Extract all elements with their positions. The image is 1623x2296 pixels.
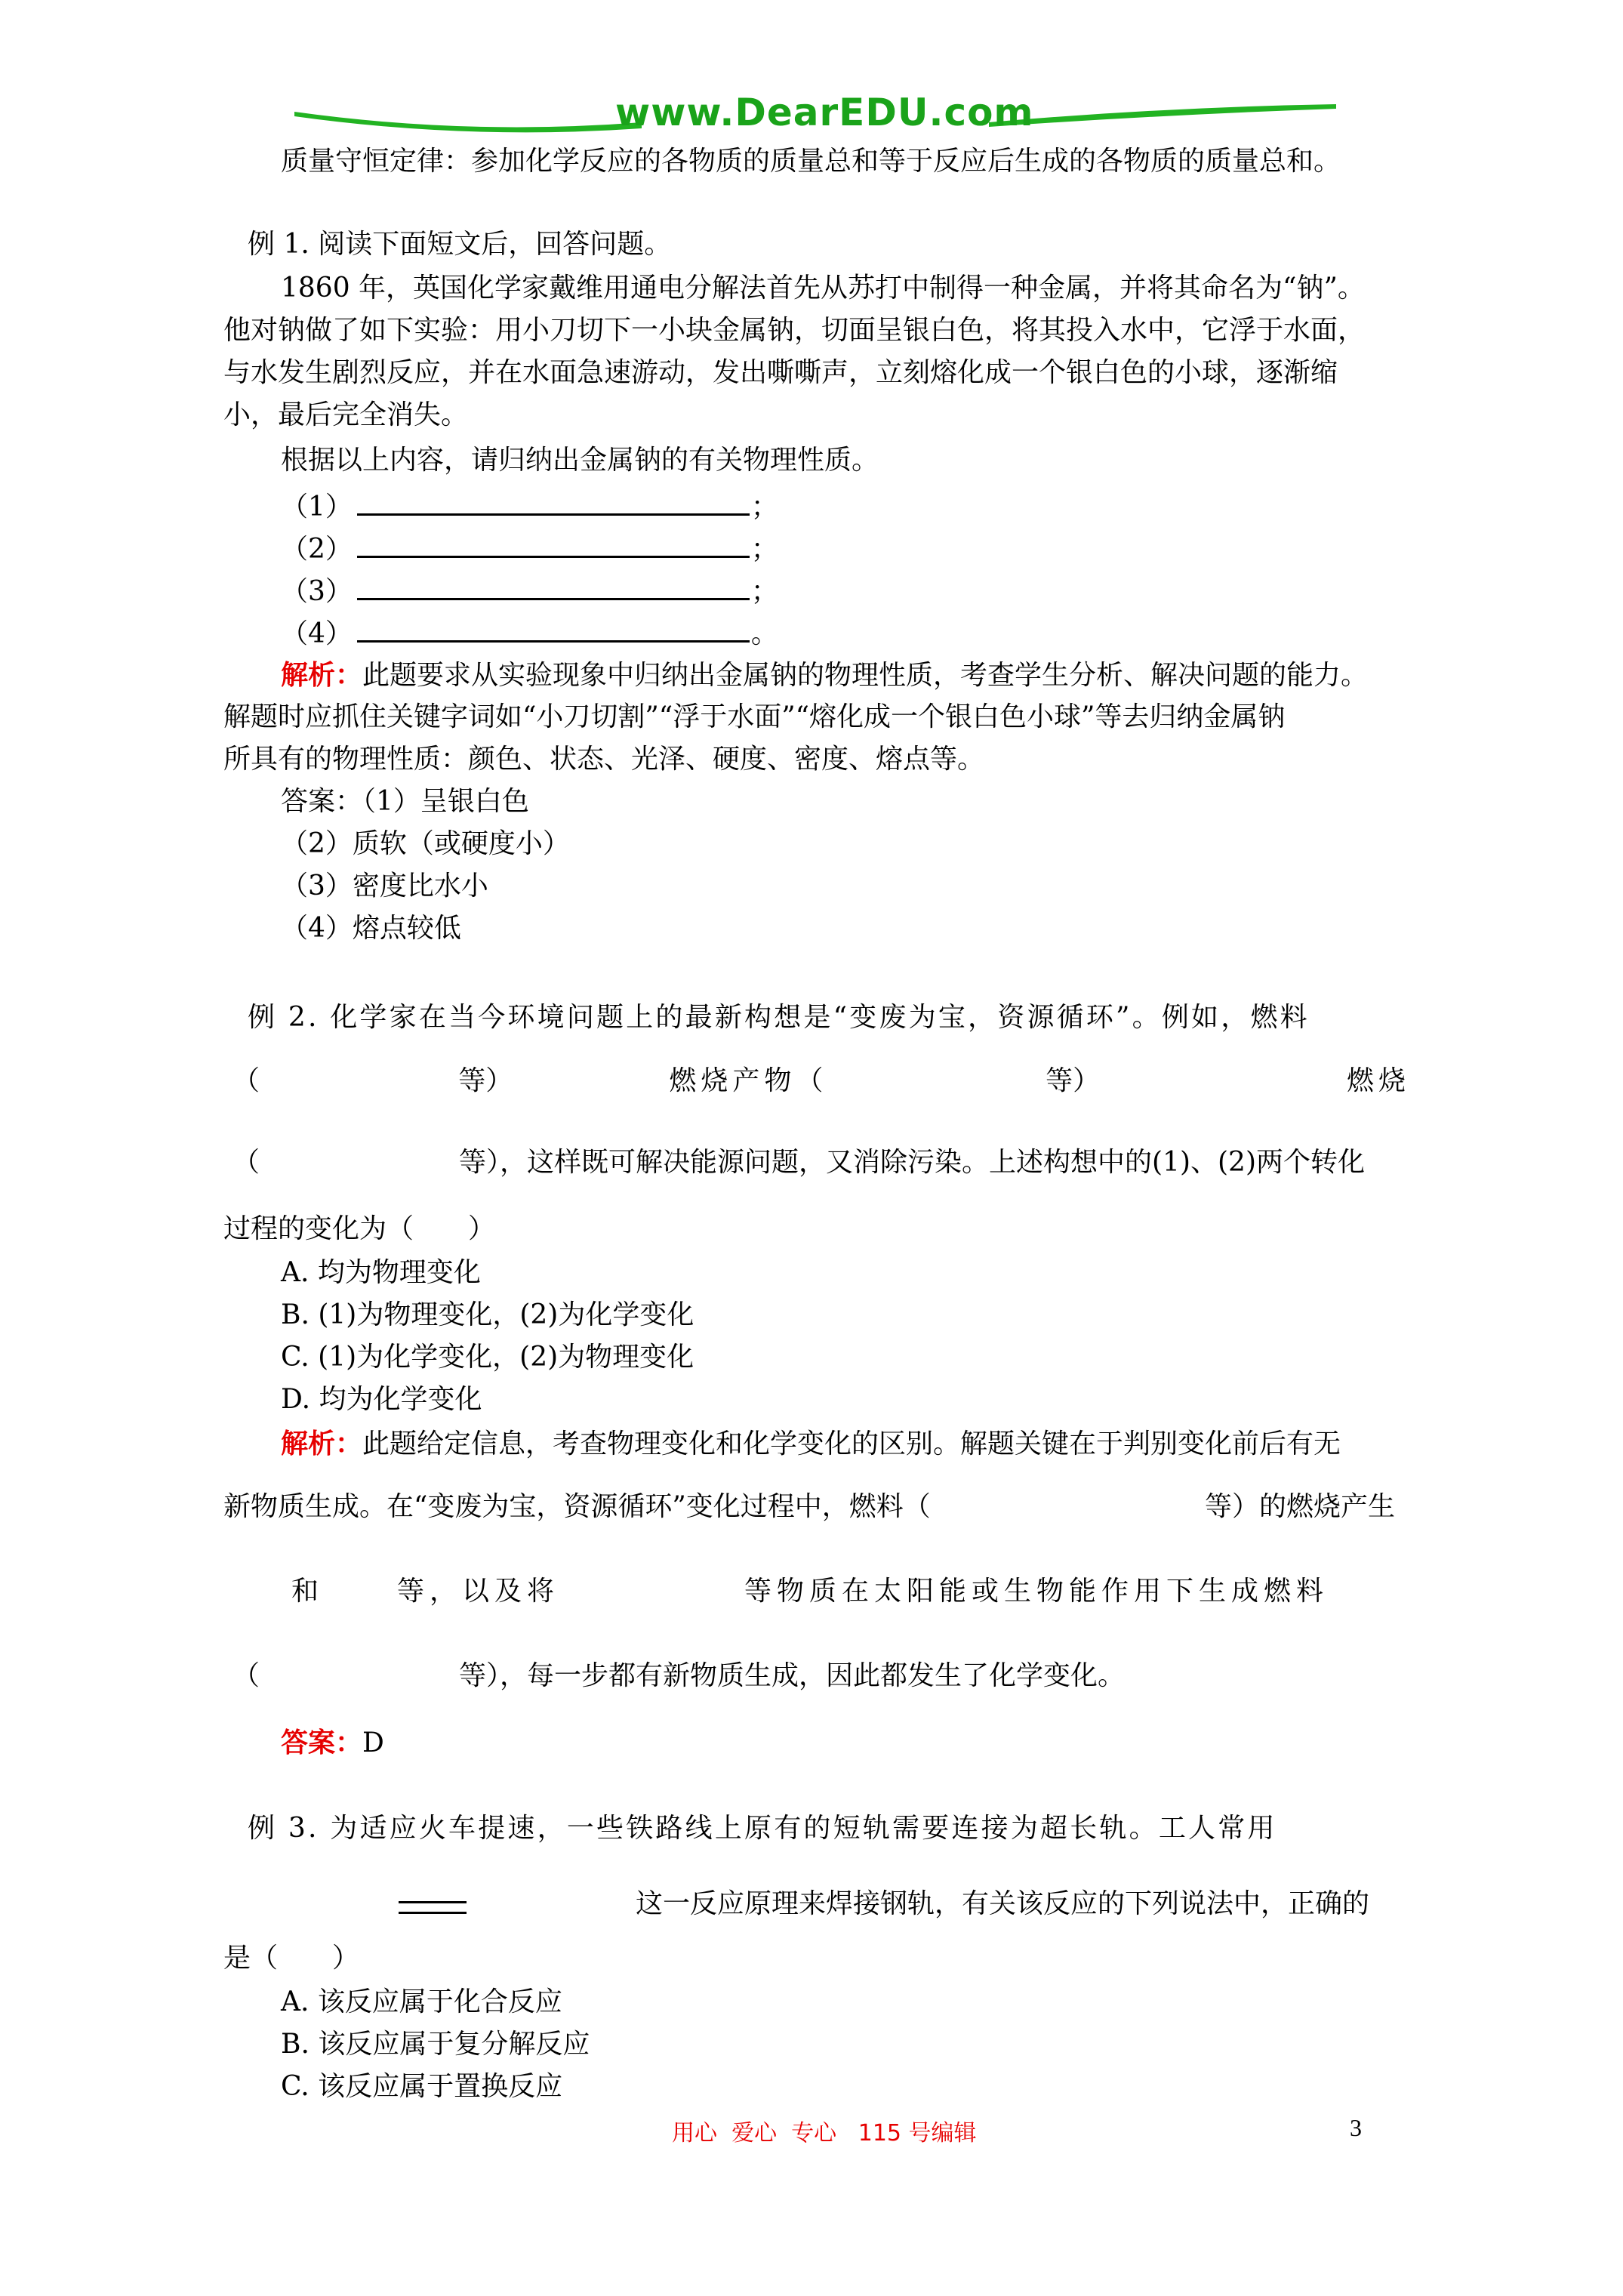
blank-end: ； [750, 492, 778, 522]
ex2-option: A. 均为物理变化 [281, 1257, 481, 1288]
ex2-option: D. 均为化学变化 [281, 1384, 482, 1415]
ex2-row-part: （ [233, 1147, 260, 1178]
blank-end: ； [750, 576, 778, 607]
ex2-row-part: 等） [458, 1065, 513, 1096]
equation-arrow [399, 1901, 467, 1914]
ex1-blank-row [281, 610, 778, 655]
ex3-title: 例 3. 为适应火车提速，一些铁路线上原有的短轨需要连接为超长轨。工人常用 [248, 1813, 1277, 1844]
ex1-question: 根据以上内容，请归纳出金属钠的有关物理性质。 [281, 445, 879, 476]
ex2-row [233, 1060, 1410, 1102]
ex2-analysis-line [291, 1570, 1410, 1613]
answer-blank[interactable] [357, 568, 750, 600]
analysis-text: 等，以及将 [397, 1576, 560, 1607]
blank-number: （2） [281, 534, 353, 565]
blank-number: （3） [281, 576, 353, 607]
ex3-option: A. 该反应属于化合反应 [281, 1986, 562, 2017]
ex1-answer-line: （4）熔点较低 [281, 913, 461, 944]
analysis-label: 解析： [281, 659, 363, 691]
ex2-row-part: （ [233, 1065, 260, 1096]
ex2-option: C. (1)为化学变化，(2)为物理变化 [281, 1342, 694, 1373]
analysis-text: 此题要求从实验现象中归纳出金属钠的物理性质，考查学生分析、解决问题的能力。 [362, 660, 1369, 691]
analysis-label: 解析： [281, 1428, 363, 1459]
ex1-paragraph-line: 小，最后完全消失。 [223, 399, 469, 430]
ex1-blank-row [281, 483, 778, 529]
blank-number: （1） [281, 492, 353, 522]
conservation-law: 质量守恒定律：参加化学反应的各物质的质量总和等于反应后生成的各物质的质量总和。 [281, 146, 1341, 177]
ex1-answer-line: （3）密度比水小 [281, 871, 488, 901]
analysis-text: 和 [291, 1576, 325, 1607]
ex2-row [233, 1142, 1365, 1184]
ex2-row-part: 燃烧产物（ [669, 1065, 828, 1096]
ex2-title: 例 2. 化学家在当今环境问题上的最新构想是“变废为宝，资源循环”。例如，燃料 [248, 1002, 1310, 1033]
ex2-row: 过程的变化为（ ） [223, 1213, 496, 1244]
ex1-title: 例 1. 阅读下面短文后，回答问题。 [248, 229, 672, 260]
ex2-analysis-line [233, 1655, 1125, 1697]
ex1-paragraph-line: 1860 年，英国化学家戴维用通电分解法首先从苏打中制得一种金属，并将其命名为“钠”。 [281, 273, 1365, 304]
header-logo [294, 91, 1336, 142]
page-number: 3 [1350, 2114, 1362, 2141]
ex2-row-part: 等） [1046, 1065, 1101, 1096]
logo-text: www.DearEDU.com [615, 91, 1034, 134]
ex1-analysis-line: 解题时应抓住关键字词如“小刀切割”“浮于水面”“熔化成一个银白色小球”等去归纳金属钠 [223, 701, 1286, 732]
answer-label: 答案： [281, 1727, 363, 1758]
ex2-analysis-line [223, 1486, 1395, 1528]
ex1-analysis-line: 所具有的物理性质：颜色、状态、光泽、硬度、密度、熔点等。 [223, 744, 985, 775]
ex3-option: B. 该反应属于复分解反应 [281, 2029, 590, 2060]
ex1-analysis-line [281, 654, 1368, 697]
ex3-row: 是（ ） [223, 1943, 360, 1974]
ex2-option: B. (1)为物理变化，(2)为化学变化 [281, 1299, 694, 1330]
ex2-row-part: 等），这样既可解决能源问题，又消除污染。上述构想中的(1)、(2)两个转化 [459, 1147, 1365, 1178]
logo-swoosh-right [989, 100, 1336, 130]
analysis-text: 新物质生成。在“变废为宝，资源循环”变化过程中，燃料（ [223, 1491, 931, 1522]
footer-text: 用心 爱心 专心 115 号编辑 [672, 2120, 977, 2147]
ex3-option: C. 该反应属于置换反应 [281, 2071, 563, 2102]
ex1-answer-line: （2）质软（或硬度小） [281, 828, 570, 859]
analysis-text: 等），每一步都有新物质生成，因此都发生了化学变化。 [459, 1660, 1126, 1691]
ex2-analysis-line [281, 1422, 1341, 1465]
answer-blank[interactable] [357, 610, 750, 643]
ex3-row: 这一反应原理来焊接钢轨，有关该反应的下列说法中，正确的 [636, 1888, 1370, 1919]
ex2-answer [281, 1721, 384, 1764]
ex2-row-part: 燃烧 [1346, 1065, 1410, 1096]
answer-blank[interactable] [357, 483, 750, 516]
ex1-paragraph-line: 与水发生剧烈反应，并在水面急速游动，发出嘶嘶声，立刻熔化成一个银白色的小球，逐渐缩 [223, 357, 1338, 388]
ex1-paragraph-line: 他对钠做了如下实验：用小刀切下一小块金属钠，切面呈银白色，将其投入水中，它浮于水面， [223, 315, 1366, 346]
answer-blank[interactable] [357, 525, 750, 558]
logo-swoosh-left [294, 106, 642, 136]
blank-number: （4） [281, 618, 353, 649]
answer-value: D [362, 1727, 384, 1758]
blank-end: ； [750, 534, 778, 565]
analysis-text: 等）的燃烧产生 [1205, 1491, 1396, 1522]
ex1-blank-row [281, 525, 778, 571]
analysis-text: （ [233, 1660, 260, 1691]
analysis-text: 等物质在太阳能或生物能作用下生成燃料 [744, 1576, 1329, 1607]
blank-end: 。 [750, 618, 778, 649]
ex1-answer-line: 答案：（1）呈银白色 [281, 786, 529, 817]
ex1-blank-row [281, 568, 778, 613]
analysis-text: 此题给定信息，考查物理变化和化学变化的区别。解题关键在于判别变化前后有无 [362, 1428, 1341, 1459]
